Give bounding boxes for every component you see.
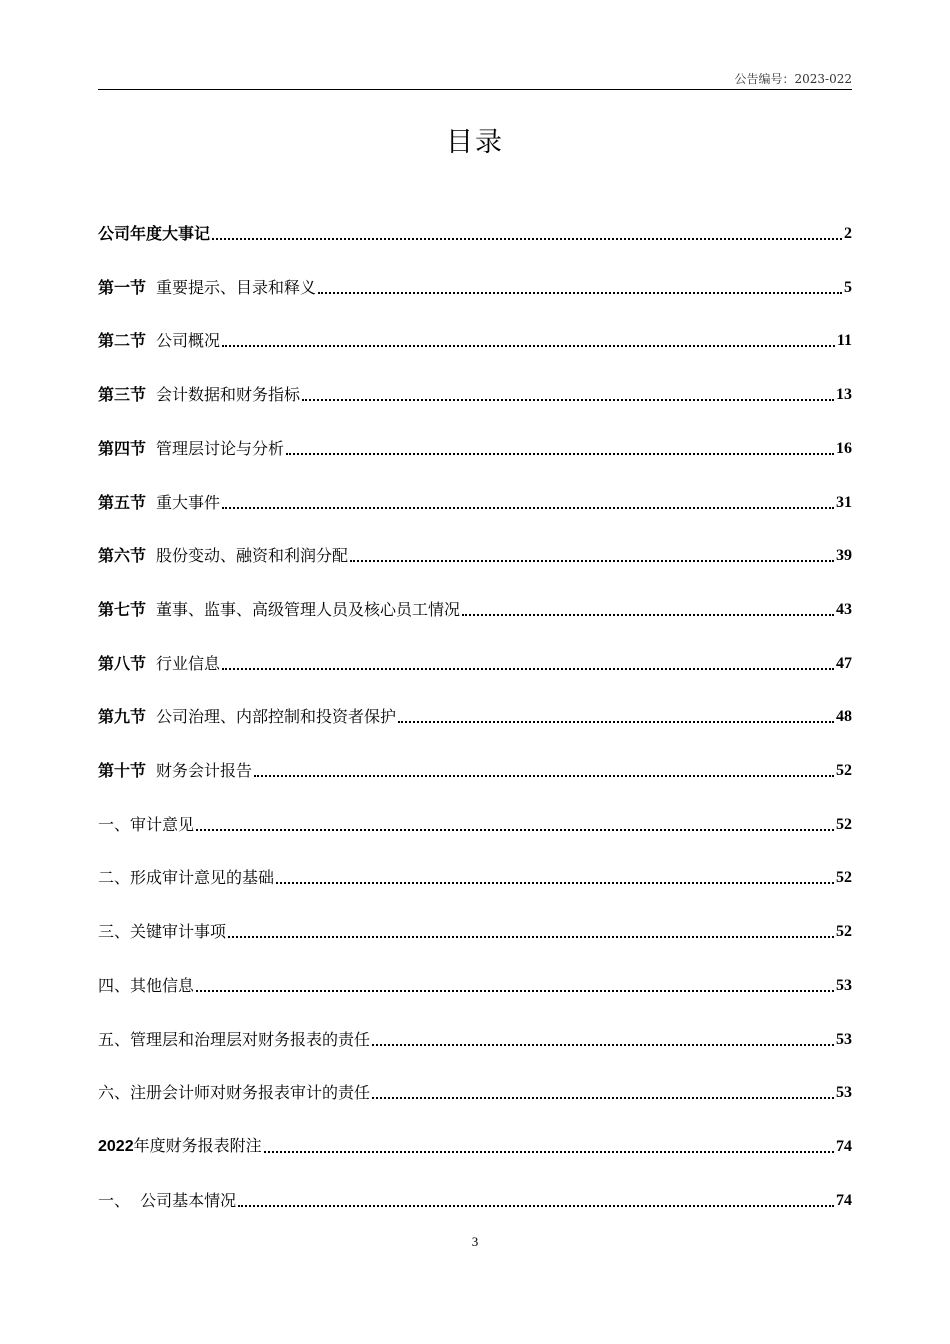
toc-section-number: 第五节 xyxy=(98,492,147,512)
dot-leader xyxy=(318,291,842,294)
toc-entry-label: 管理层讨论与分析 xyxy=(156,438,285,458)
page-number: 3 xyxy=(471,1234,479,1249)
toc-section-number: 第一节 xyxy=(98,277,147,297)
toc-entry-label: 会计数据和财务指标 xyxy=(156,385,301,405)
toc-entry-label: 六、注册会计师对财务报表审计的责任 xyxy=(98,1083,371,1103)
toc-entry-section-8[interactable] xyxy=(98,648,852,674)
notice-number: 公告编号：2023-022 xyxy=(734,72,852,86)
toc-entry-page: 13 xyxy=(836,386,852,404)
toc-entry-label: 董事、监事、高级管理人员及核心员工情况 xyxy=(156,599,461,619)
toc-entry-page: 48 xyxy=(836,708,852,726)
toc-entry-audit-opinion[interactable] xyxy=(98,809,852,835)
toc-entry-key-audit-matters[interactable] xyxy=(98,916,852,942)
toc-entry-financial-notes[interactable] xyxy=(98,1131,852,1157)
toc-entry-page: 52 xyxy=(836,762,852,779)
toc-entry-page: 53 xyxy=(836,976,852,994)
toc-section-number: 第九节 xyxy=(98,707,147,727)
dot-leader xyxy=(398,720,834,723)
dot-leader xyxy=(196,989,834,992)
toc-entry-label: 公司治理、内部控制和投资者保护 xyxy=(156,707,397,727)
toc-entry-label: 年度财务报表附注 xyxy=(133,1135,262,1155)
toc-entry-opinion-basis[interactable] xyxy=(98,862,852,888)
toc-section-number: 第三节 xyxy=(98,385,147,405)
toc-entry-section-3[interactable] xyxy=(98,379,852,405)
toc-entry-page: 47 xyxy=(836,654,852,672)
toc-entry-page: 43 xyxy=(836,600,852,618)
toc-entry-section-1[interactable] xyxy=(98,272,852,298)
dot-leader xyxy=(462,613,834,616)
toc-entry-label: 一、审计意见 xyxy=(98,814,195,834)
toc-entry-page: 16 xyxy=(836,439,852,457)
toc-entry-page: 31 xyxy=(836,493,852,511)
toc-entry-label: 行业信息 xyxy=(156,653,221,673)
dot-leader xyxy=(196,828,834,831)
dot-leader xyxy=(228,935,834,938)
toc-entry-label: 五、管理层和治理层对财务报表的责任 xyxy=(98,1029,371,1049)
dot-leader xyxy=(222,667,834,670)
dot-leader xyxy=(276,881,834,884)
toc-entry-annual-events[interactable] xyxy=(98,218,852,244)
toc-entry-year: 2022 xyxy=(98,1137,134,1155)
toc-section-number: 第八节 xyxy=(98,653,147,673)
toc-entry-label: 重要提示、目录和释义 xyxy=(156,277,317,297)
toc-entry-section-9[interactable] xyxy=(98,701,852,727)
dot-leader xyxy=(302,398,834,401)
toc-entry-label: 三、关键审计事项 xyxy=(98,922,227,942)
toc-entry-section-7[interactable] xyxy=(98,594,852,620)
toc-entry-page: 53 xyxy=(836,1030,852,1048)
toc-entry-page: 52 xyxy=(836,815,852,833)
toc-entry-page: 74 xyxy=(836,1191,852,1209)
toc-entry-label: 一、 公司基本情况 xyxy=(98,1190,237,1210)
dot-leader xyxy=(222,506,834,509)
toc-section-number: 第二节 xyxy=(98,331,147,351)
toc-entry-label: 股份变动、融资和利润分配 xyxy=(156,546,349,566)
dot-leader xyxy=(372,1096,834,1099)
toc-entry-management-responsibility[interactable] xyxy=(98,1024,852,1050)
toc-entry-section-4[interactable] xyxy=(98,433,852,459)
toc-entry-page: 52 xyxy=(836,923,852,941)
toc-entry-page: 11 xyxy=(836,332,852,350)
dot-leader xyxy=(254,774,834,777)
toc-entry-section-2[interactable] xyxy=(98,325,852,351)
toc-entry-page: 53 xyxy=(836,1084,852,1102)
dot-leader xyxy=(212,237,842,240)
dot-leader xyxy=(222,344,835,347)
toc-entry-label: 二、形成审计意见的基础 xyxy=(98,868,275,888)
page-title: 目录 xyxy=(446,127,504,158)
toc-section-number: 第七节 xyxy=(98,599,147,619)
toc-entry-page: 52 xyxy=(836,869,852,887)
dot-leader xyxy=(286,452,834,455)
toc-entry-label: 财务会计报告 xyxy=(156,761,253,780)
toc-entry-page: 5 xyxy=(844,278,852,296)
toc-entry-section-10[interactable] xyxy=(98,755,852,781)
toc-entry-auditor-responsibility[interactable] xyxy=(98,1077,852,1103)
toc-entry-label: 公司年度大事记 xyxy=(98,224,211,243)
dot-leader xyxy=(350,559,834,562)
toc-entry-section-6[interactable] xyxy=(98,540,852,566)
toc-entry-section-5[interactable] xyxy=(98,487,852,513)
dot-leader xyxy=(238,1204,834,1207)
page-header xyxy=(98,68,852,90)
toc-section-number: 第十节 xyxy=(98,761,147,780)
toc-entry-label: 四、其他信息 xyxy=(98,975,195,995)
toc-section-number: 第六节 xyxy=(98,546,147,566)
toc-entry-page: 74 xyxy=(836,1137,852,1155)
toc-entry-company-basics[interactable] xyxy=(98,1185,852,1211)
toc-entry-page: 39 xyxy=(836,547,852,565)
toc-entry-label: 公司概况 xyxy=(156,331,221,351)
dot-leader xyxy=(372,1043,834,1046)
toc-entry-label: 重大事件 xyxy=(156,492,221,512)
toc-entry-other-information[interactable] xyxy=(98,970,852,996)
dot-leader xyxy=(264,1150,834,1153)
toc-entry-page: 2 xyxy=(844,225,852,242)
toc-section-number: 第四节 xyxy=(98,438,147,458)
